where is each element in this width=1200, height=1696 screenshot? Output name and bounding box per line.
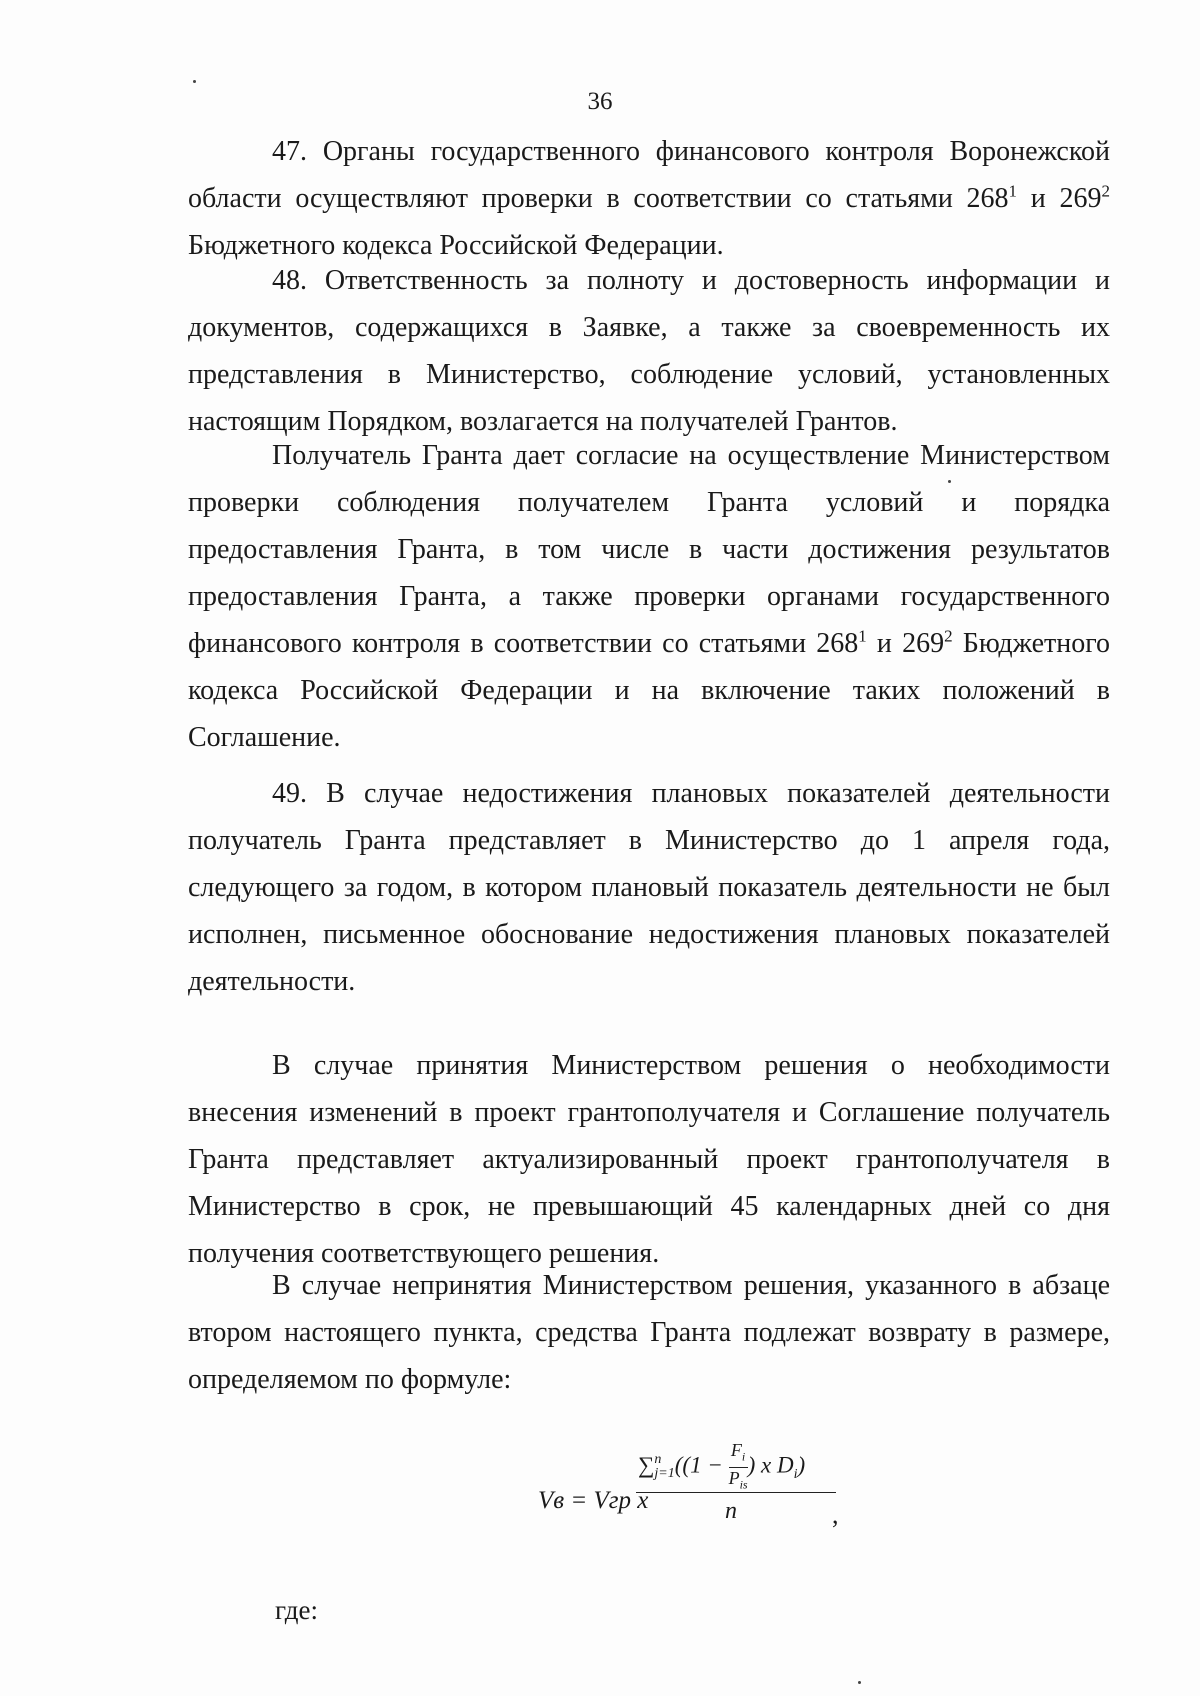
formula-close: ) x D bbox=[747, 1452, 794, 1478]
paragraph-48-consent bbox=[188, 432, 1110, 761]
formula-close-end: ) bbox=[797, 1452, 806, 1478]
paragraph-49-changes-text: В случае принятия Министерством решения о необходимости внесения изменений в проект грантополучателя и Соглашение получатель Гранта представляет актуализированный проект грантополучателя в Министерство в срок, не превышающий 45 календарных дней со дня получения соответствующего решения. bbox=[188, 1050, 1110, 1269]
formula-comma: , bbox=[832, 1500, 839, 1529]
paragraph-49-text: 49. В случае недостижения плановых показателей деятельности получатель Гранта представляет в Министерство до 1 апреля года, следующего за годом, в котором плановый показатель деятельности не был исполнен, письменное обоснование недостижения плановых показателей деятельности. bbox=[188, 778, 1110, 997]
scan-speck bbox=[193, 80, 196, 83]
fraction-denominator: P bbox=[728, 1467, 740, 1488]
sum-symbol: ∑ bbox=[638, 1452, 655, 1478]
paragraph-47 bbox=[188, 128, 1110, 269]
paragraph-47-text-b: и 269 bbox=[1017, 183, 1102, 214]
superscript: 2 bbox=[944, 626, 953, 646]
paragraph-49-refund-text: В случае непринятия Министерством решения, указанного в абзаце втором настоящего пункта, средства Гранта подлежат возврату в размере, определяемом по формуле: bbox=[188, 1270, 1110, 1395]
paragraph-49-refund bbox=[188, 1262, 1110, 1403]
fraction-numerator-sub: i bbox=[741, 1449, 746, 1464]
paragraph-48-text: 48. Ответственность за полноту и достоверность информации и документов, содержащихся в Заявке, а также за своевременность их представления в Министерство, соблюдение условий, установленных настоящим Порядком, возлагается на получателей Грантов. bbox=[188, 265, 1110, 437]
paragraph-47-text-c: Бюджетного кодекса Российской Федерации. bbox=[188, 230, 724, 261]
sum-lower-limit: j=1 bbox=[654, 1466, 675, 1482]
formula-denominator: n bbox=[725, 1498, 737, 1524]
paragraph-47-text-a: 47. Органы государственного финансового контроля Воронежской области осуществляют проверки в соответствии со статьями 268 bbox=[188, 136, 1110, 214]
paragraph-48-consent-text-c: Бюджетного кодекса Российской Федерации и на включение таких положений в Соглашение. bbox=[188, 628, 1111, 753]
paragraph-48 bbox=[188, 257, 1110, 445]
superscript: 2 bbox=[1101, 181, 1110, 201]
paragraph-49-changes bbox=[188, 1042, 1110, 1277]
paragraph-48-consent-text-a: Получатель Гранта дает согласие на осуществление Министерством проверки соблюдения получателем Гранта условий и порядка предоставления Гранта, в том числе в части достижения результатов предоставления Гранта, а также проверки органами государственного финансового контроля в соответствии со статьями 268 bbox=[188, 440, 1110, 659]
formula-fraction-bar bbox=[636, 1492, 836, 1493]
fraction-denominator-sub: is bbox=[739, 1477, 748, 1492]
paragraph-49 bbox=[188, 770, 1110, 1005]
refund-formula bbox=[0, 1440, 1200, 1540]
paragraph-48-consent-text-b: и 269 bbox=[866, 628, 945, 659]
scan-speck bbox=[858, 1681, 861, 1684]
formula-numerator bbox=[638, 1440, 805, 1494]
scan-speck bbox=[948, 480, 951, 483]
superscript: 1 bbox=[858, 626, 867, 646]
formula-fraction bbox=[729, 1440, 748, 1494]
sum-upper-limit: n bbox=[654, 1452, 662, 1468]
formula-close-sub: i bbox=[793, 1466, 798, 1482]
superscript: 1 bbox=[1008, 181, 1018, 201]
where-label: где: bbox=[275, 1595, 318, 1625]
formula-lhs: Vв = Vгр x bbox=[538, 1487, 649, 1514]
page-number: 36 bbox=[587, 88, 613, 115]
fraction-numerator: F bbox=[730, 1440, 742, 1460]
formula-open: ((1 − bbox=[674, 1452, 723, 1478]
